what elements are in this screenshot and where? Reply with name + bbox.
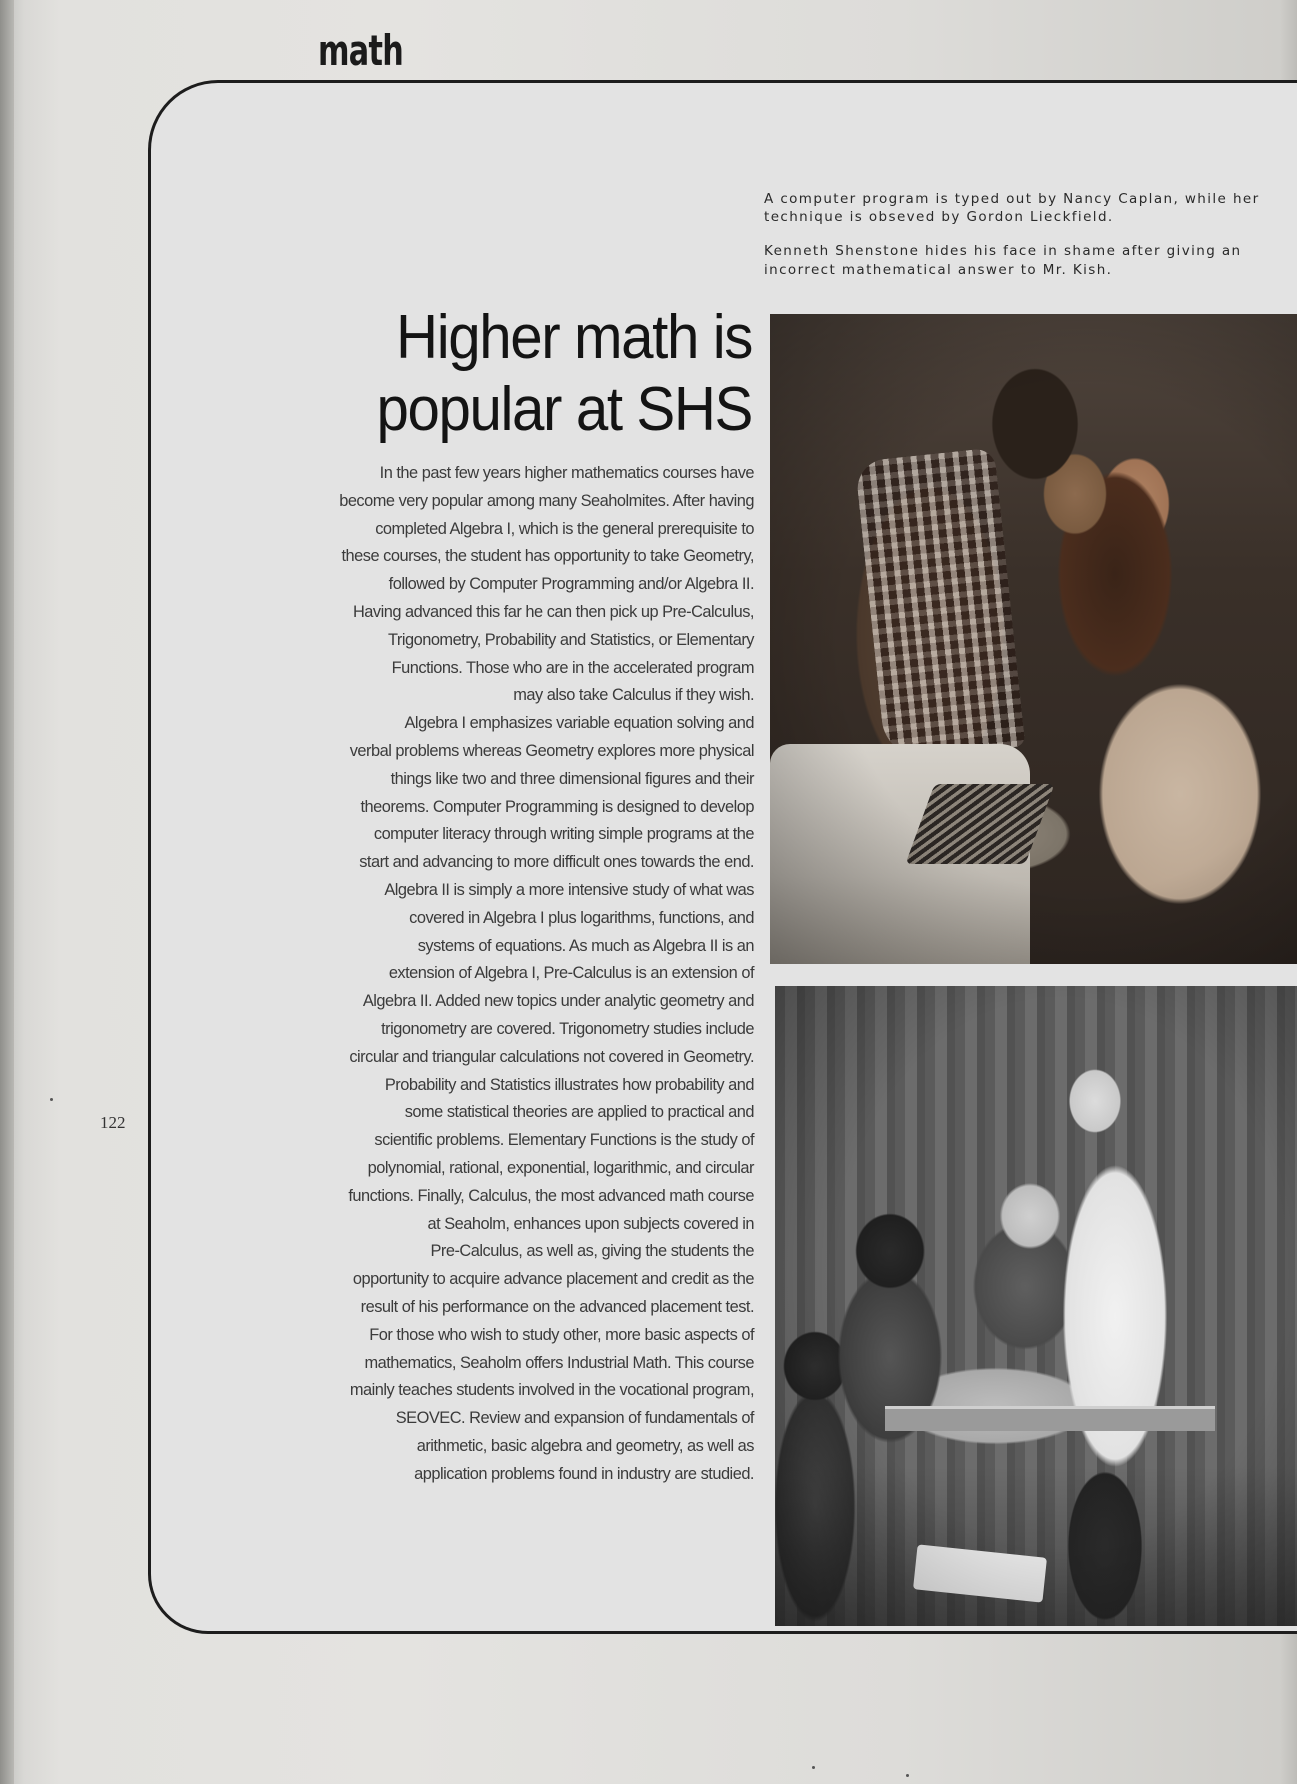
article-body-line: functions. Finally, Calculus, the most advanced math course [348,1186,754,1205]
article-body-line: at Seaholm, enhances upon subjects covered in [427,1214,754,1233]
article-body-line: may also take Calculus if they wish. [513,686,754,705]
article-body-line: start and advancing to more difficult ones towards the end. [359,853,754,872]
article-body-line: Algebra I emphasizes variable equation solving and [404,714,754,733]
caption-bottom-photo: Kenneth Shenstone hides his face in shame after giving an incorrect mathematical answer to Mr. Kish. [764,243,1242,278]
article-body-line: SEOVEC. Review and expansion of fundamentals of [395,1409,754,1428]
article-body-line: completed Algebra I, which is the general prerequisite to [375,519,754,538]
binding-edge [0,0,14,1784]
article-body-line: result of his performance on the advanced placement test. [360,1297,754,1316]
article-headline [318,302,752,446]
article-body [306,460,754,1488]
headline-line-1: Higher math is [396,303,752,372]
article-body-line: Algebra II. Added new topics under analytic geometry and [362,992,754,1011]
article-body-line: opportunity to acquire advance placement and credit as the [352,1270,754,1289]
print-speck [50,1098,53,1101]
article-body-line: computer literacy through writing simple programs at the [373,825,754,844]
article-body-line: become very popular among many Seaholmites. After having [339,491,754,510]
article-body-line: circular and triangular calculations not covered in Geometry. [349,1047,754,1066]
article-body-line: verbal problems whereas Geometry explores more physical [349,741,754,760]
section-label: math [318,26,404,75]
article-body-line: scientific problems. Elementary Functions is the study of [374,1131,754,1150]
caption-top-photo: A computer program is typed out by Nancy Caplan, while her technique is obseved by Gordon Lieckfield. [764,191,1260,226]
article-body-line: mainly teaches students involved in the vocational program, [349,1381,754,1400]
photo-vignette [770,314,1297,964]
article-body-line: extension of Algebra I, Pre-Calculus is an extension of [388,964,754,983]
article-body-line: mathematics, Seaholm offers Industrial Math. This course [364,1353,754,1372]
article-body-line: application problems found in industry are studied. [414,1464,754,1483]
article-body-line: some statistical theories are applied to practical and [404,1103,754,1122]
photo-computer-typing [770,314,1297,964]
page-number: 122 [100,1113,126,1132]
article-body-line: Algebra II is simply a more intensive study of what was [384,880,754,899]
photo-captions [764,190,1264,295]
article-body-line: arithmetic, basic algebra and geometry, as well as [416,1436,754,1455]
photo-classroom-teacher [775,986,1297,1626]
article-body-line: In the past few years higher mathematics courses have [379,464,754,482]
article-body-line: these courses, the student has opportunity to take Geometry, [341,547,754,566]
article-body-line: things like two and three dimensional figures and their [390,769,754,788]
article-body-line: theorems. Computer Programming is designed to develop [360,797,754,816]
print-speck [812,1766,815,1769]
print-speck [906,1774,909,1777]
article-body-line: Functions. Those who are in the accelerated program [391,658,754,677]
article-body-line: For those who wish to study other, more basic aspects of [369,1325,754,1344]
article-body-line: Trigonometry, Probability and Statistics, or Elementary [387,630,754,649]
article-body-line: polynomial, rational, exponential, logarithmic, and circular [367,1158,754,1177]
article-body-line: followed by Computer Programming and/or Algebra II. [388,575,754,594]
article-body-line: covered in Algebra I plus logarithms, functions, and [409,908,754,927]
article-body-line: Pre-Calculus, as well as, giving the students the [430,1242,754,1261]
article-body-line: systems of equations. As much as Algebra II is an [417,936,754,955]
article-body-line: trigonometry are covered. Trigonometry studies include [381,1019,754,1038]
headline-line-2: popular at SHS [376,375,752,444]
photo-vignette [775,986,1297,1626]
article-body-line: Probability and Statistics illustrates how probability and [384,1075,754,1094]
article-body-line: Having advanced this far he can then pick up Pre-Calculus, [352,602,754,621]
